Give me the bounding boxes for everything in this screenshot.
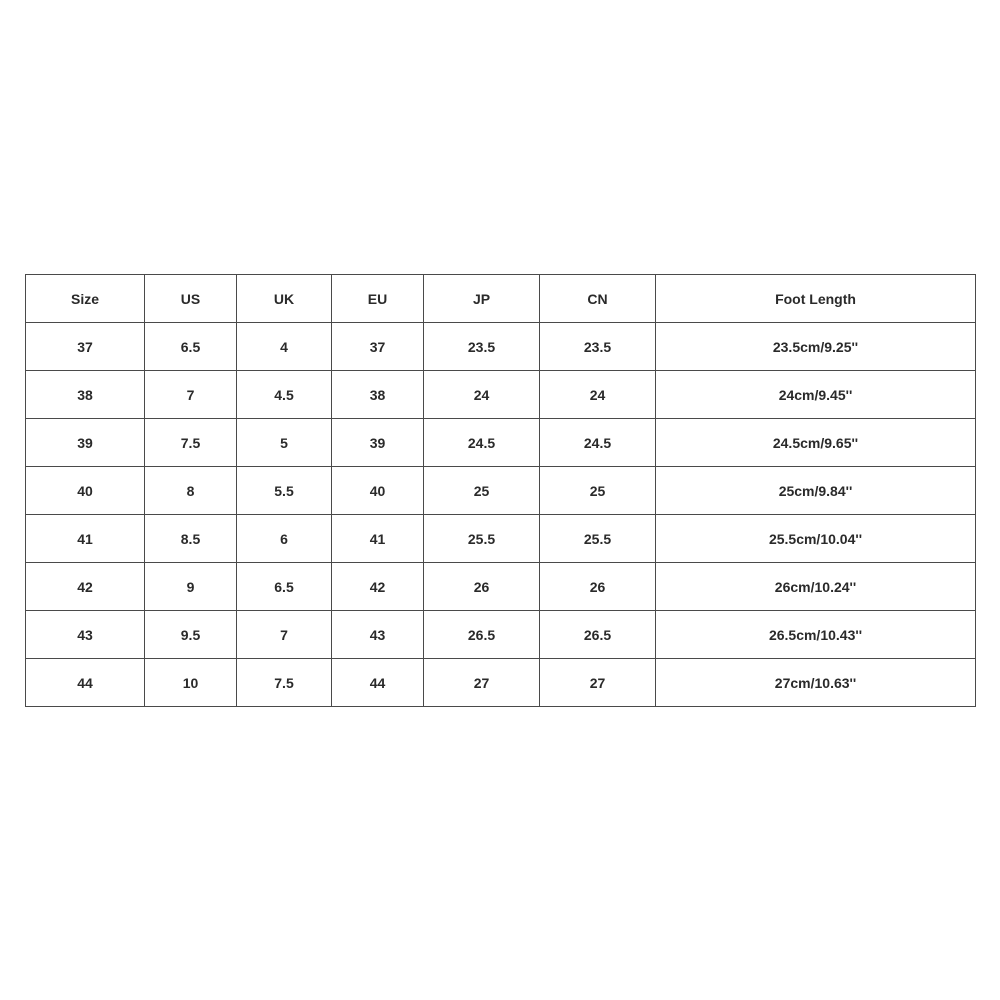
header-us: US xyxy=(145,275,237,323)
table-cell: 24.5 xyxy=(424,419,540,467)
table-cell: 38 xyxy=(332,371,424,419)
table-cell: 41 xyxy=(332,515,424,563)
table-cell: 24.5cm/9.65'' xyxy=(656,419,976,467)
table-cell: 9.5 xyxy=(145,611,237,659)
table-cell: 7 xyxy=(145,371,237,419)
table-cell: 4.5 xyxy=(237,371,332,419)
table-cell: 6.5 xyxy=(145,323,237,371)
table-cell: 25cm/9.84'' xyxy=(656,467,976,515)
table-row xyxy=(26,419,976,467)
table-cell: 25 xyxy=(424,467,540,515)
header-eu: EU xyxy=(332,275,424,323)
table-cell: 24 xyxy=(540,371,656,419)
table-cell: 26cm/10.24'' xyxy=(656,563,976,611)
table-cell: 25.5 xyxy=(540,515,656,563)
table-cell: 27cm/10.63'' xyxy=(656,659,976,707)
table-row xyxy=(26,323,976,371)
table-cell: 23.5cm/9.25'' xyxy=(656,323,976,371)
table-cell: 40 xyxy=(332,467,424,515)
table-row xyxy=(26,515,976,563)
table-cell: 44 xyxy=(26,659,145,707)
table-cell: 10 xyxy=(145,659,237,707)
table-cell: 43 xyxy=(332,611,424,659)
table-row xyxy=(26,659,976,707)
table-cell: 5 xyxy=(237,419,332,467)
table-cell: 26 xyxy=(540,563,656,611)
table-cell: 40 xyxy=(26,467,145,515)
table-cell: 26.5 xyxy=(540,611,656,659)
table-cell: 26.5 xyxy=(424,611,540,659)
header-foot-length: Foot Length xyxy=(656,275,976,323)
header-uk: UK xyxy=(237,275,332,323)
table-cell: 25.5 xyxy=(424,515,540,563)
table-cell: 44 xyxy=(332,659,424,707)
table-cell: 39 xyxy=(332,419,424,467)
table-cell: 43 xyxy=(26,611,145,659)
table-cell: 23.5 xyxy=(540,323,656,371)
table-cell: 7.5 xyxy=(237,659,332,707)
table-cell: 42 xyxy=(332,563,424,611)
table-cell: 26.5cm/10.43'' xyxy=(656,611,976,659)
size-chart-table xyxy=(25,274,976,707)
table-cell: 7.5 xyxy=(145,419,237,467)
table-cell: 26 xyxy=(424,563,540,611)
table-cell: 23.5 xyxy=(424,323,540,371)
table-cell: 8 xyxy=(145,467,237,515)
table-cell: 25 xyxy=(540,467,656,515)
table-row xyxy=(26,371,976,419)
table-cell: 27 xyxy=(424,659,540,707)
header-jp: JP xyxy=(424,275,540,323)
table-cell: 24 xyxy=(424,371,540,419)
table-row xyxy=(26,611,976,659)
table-cell: 24.5 xyxy=(540,419,656,467)
table-cell: 39 xyxy=(26,419,145,467)
table-cell: 9 xyxy=(145,563,237,611)
table-cell: 8.5 xyxy=(145,515,237,563)
table-cell: 6.5 xyxy=(237,563,332,611)
header-size: Size xyxy=(26,275,145,323)
table-row xyxy=(26,467,976,515)
table-cell: 24cm/9.45'' xyxy=(656,371,976,419)
table-row xyxy=(26,563,976,611)
header-cn: CN xyxy=(540,275,656,323)
table-cell: 7 xyxy=(237,611,332,659)
table-cell: 38 xyxy=(26,371,145,419)
table-cell: 27 xyxy=(540,659,656,707)
table-cell: 41 xyxy=(26,515,145,563)
table-header-row xyxy=(26,275,976,323)
table-cell: 37 xyxy=(26,323,145,371)
table-cell: 6 xyxy=(237,515,332,563)
table-cell: 42 xyxy=(26,563,145,611)
table-cell: 4 xyxy=(237,323,332,371)
table-cell: 5.5 xyxy=(237,467,332,515)
table-cell: 37 xyxy=(332,323,424,371)
table-cell: 25.5cm/10.04'' xyxy=(656,515,976,563)
